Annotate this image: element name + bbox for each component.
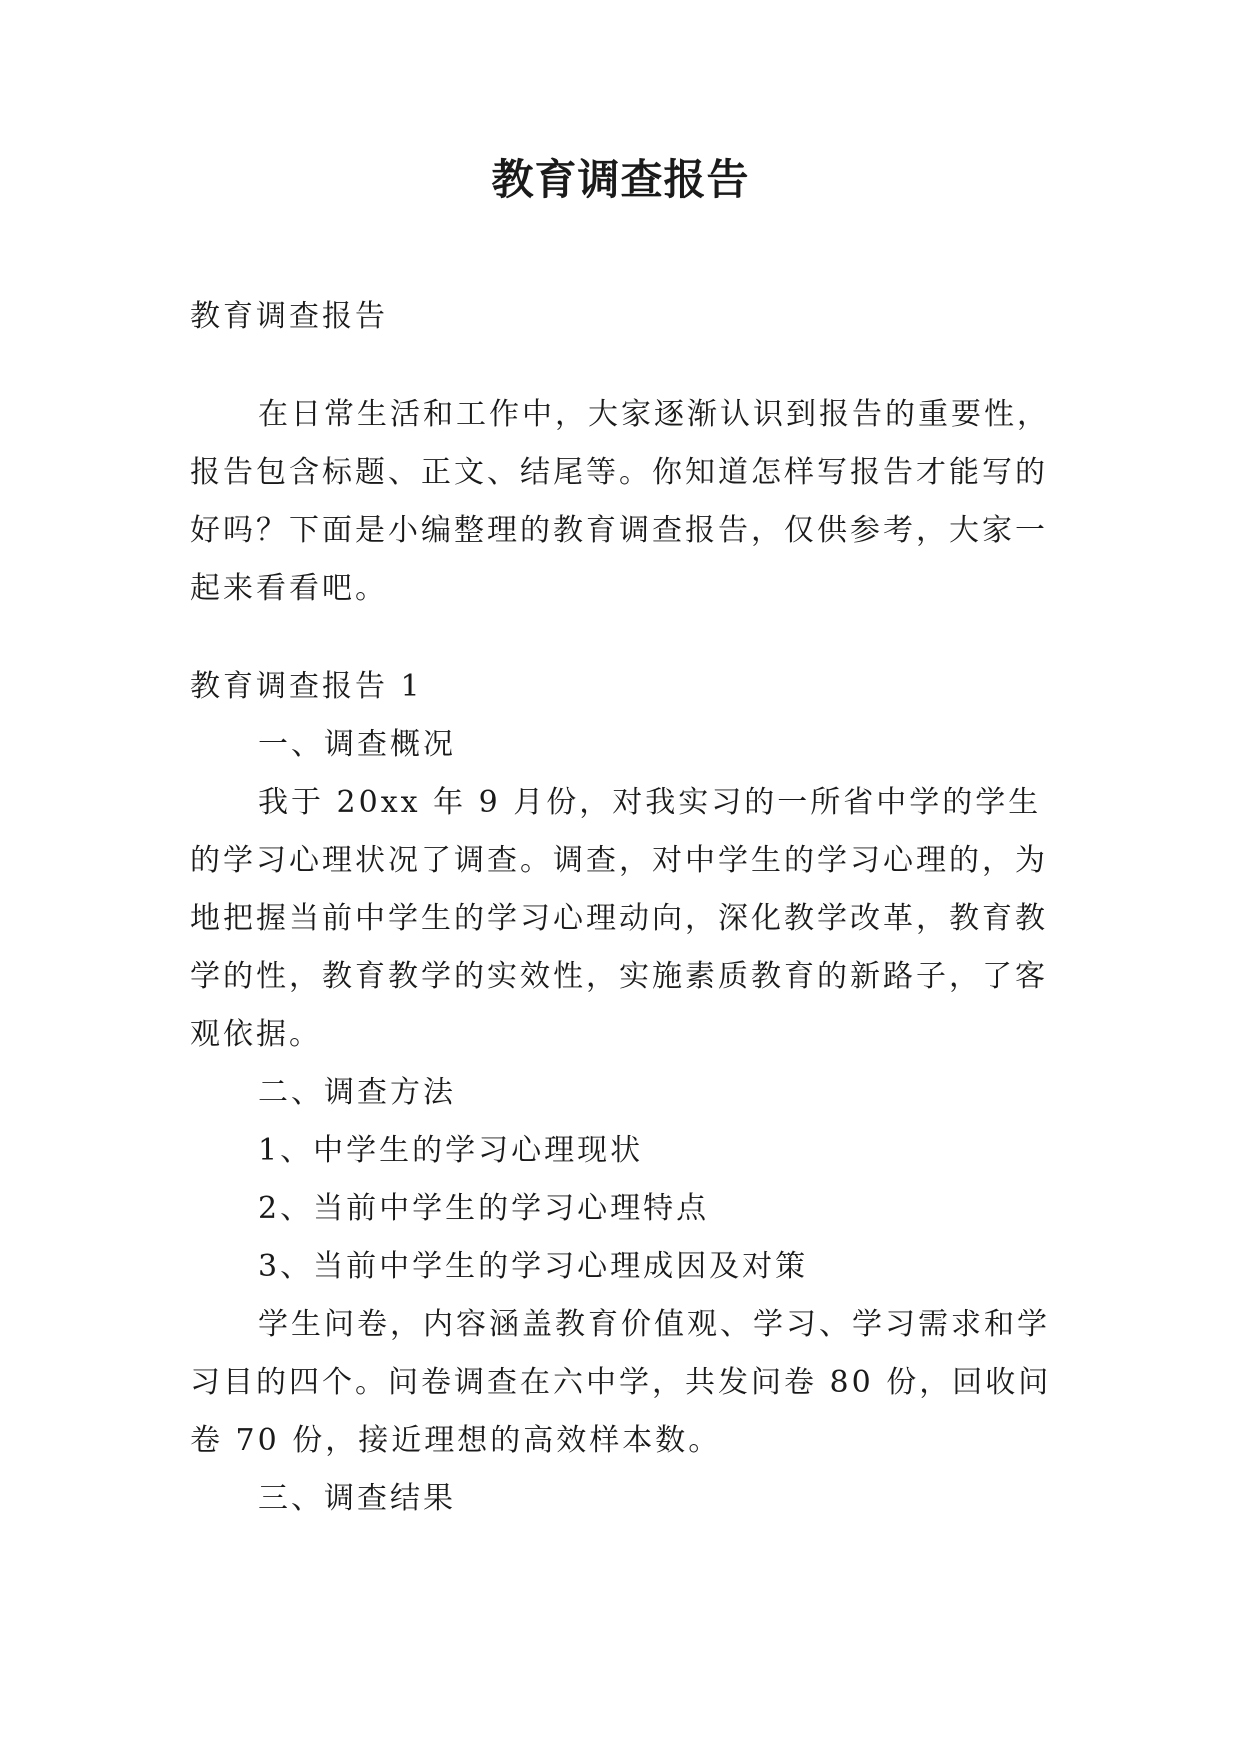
method-item: 1、中学生的学习心理现状 [258, 1133, 644, 1168]
document-body [190, 288, 1070, 1528]
overview-paragraph: 我于 20xx 年 9 月份，对我实习的一所省中学的学生的学习心理状况了调查。调查，对中学生的学习心理的，为地把握当前中学生的学习心理动向，深化教学改革，教育教学的性，教育教学的实效性，实施素质教育的新路子，了客观依据。 [190, 785, 1048, 1052]
document-title: 教育调查报告 [491, 155, 750, 204]
overview-heading: 一、调查概况 [258, 727, 456, 762]
method-heading: 二、调查方法 [258, 1075, 456, 1110]
method-item: 3、当前中学生的学习心理成因及对策 [258, 1249, 809, 1284]
document-subtitle: 教育调查报告 [190, 299, 388, 334]
method-paragraph: 学生问卷，内容涵盖教育价值观、学习、学习需求和学习目的四个。问卷调查在六中学，共发问卷 80 份，回收问卷 70 份，接近理想的高效样本数。 [190, 1307, 1052, 1458]
intro-paragraph: 在日常生活和工作中，大家逐渐认识到报告的重要性，报告包含标题、正文、结尾等。你知道怎样写报告才能写的好吗？下面是小编整理的教育调查报告，仅供参考，大家一起来看看吧。 [190, 397, 1050, 606]
method-item: 2、当前中学生的学习心理特点 [258, 1191, 710, 1226]
result-heading: 三、调查结果 [258, 1481, 456, 1516]
section-title: 教育调查报告 1 [190, 669, 423, 704]
